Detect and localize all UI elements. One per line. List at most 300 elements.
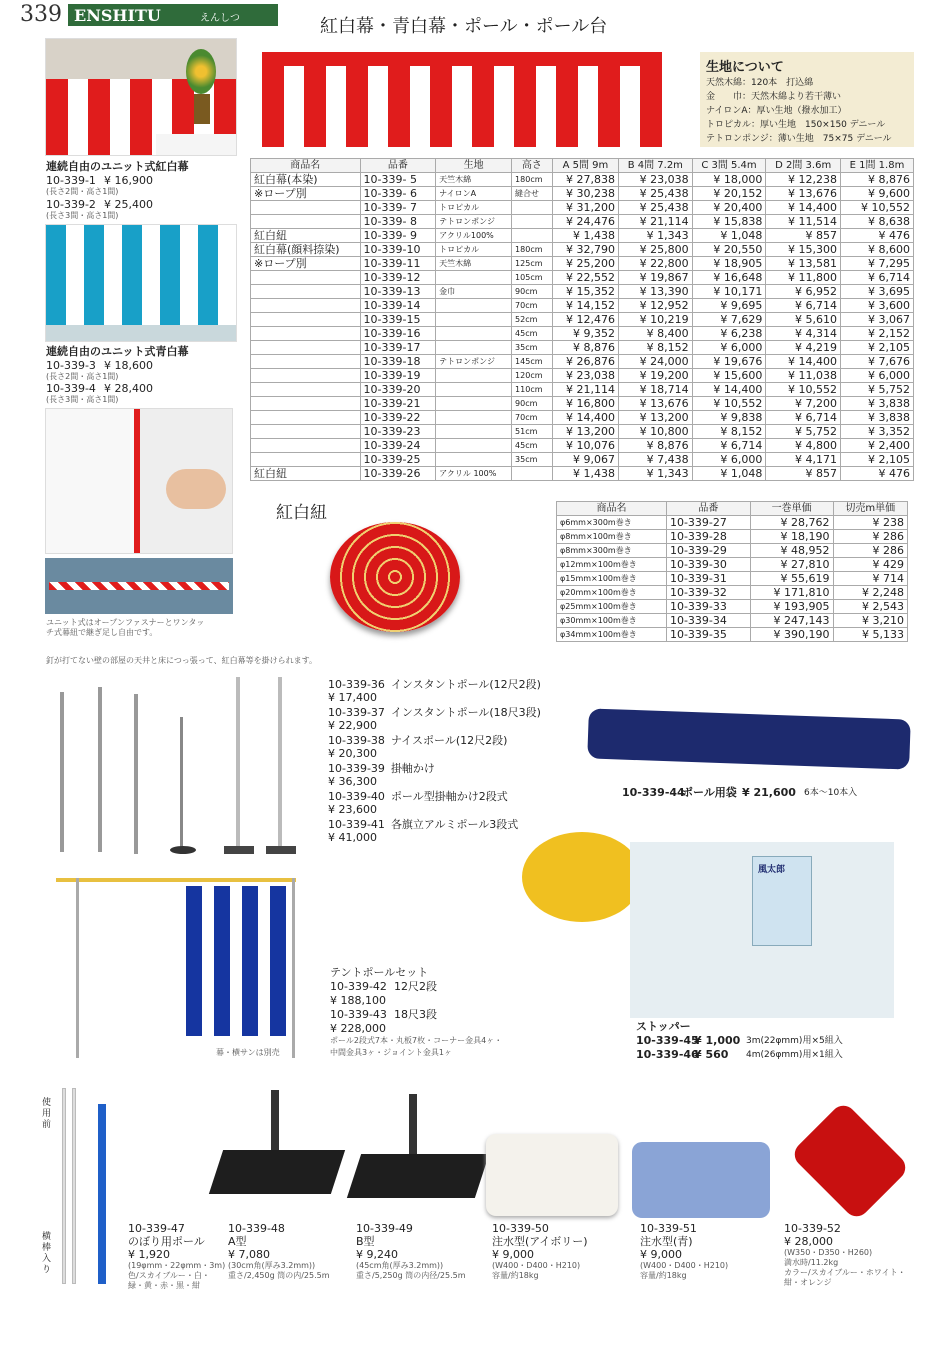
product-name: A型: [228, 1235, 247, 1248]
page-number: 339: [20, 2, 62, 27]
table-cell: ¥ 247,143: [750, 614, 833, 628]
table-cell: トロピカル: [436, 201, 512, 215]
table-cell: ¥ 10,219: [619, 313, 693, 327]
table-cell: ¥ 6,000: [692, 453, 766, 467]
table-cell: ¥ 25,438: [619, 201, 693, 215]
table-cell: [512, 215, 553, 229]
table-cell: 10-339-26: [360, 467, 436, 481]
table-cell: ¥ 27,838: [552, 173, 618, 187]
table-row: [251, 341, 914, 355]
table-cell: 105cm: [512, 271, 553, 285]
pole-after-label: 横棒入り: [42, 1232, 52, 1275]
table-cell: 10-339- 7: [360, 201, 436, 215]
table-cell: ¥ 857: [766, 229, 841, 243]
table-cell: ¥ 12,476: [552, 313, 618, 327]
table-cell: ¥ 8,600: [840, 243, 913, 257]
product-note: 色/スカイブルー・白・: [128, 1271, 210, 1280]
table-cell: ¥ 2,105: [840, 341, 913, 355]
product-price: ¥ 28,000: [784, 1235, 833, 1248]
table-cell: 180cm: [512, 173, 553, 187]
table-cell: ¥ 7,295: [840, 257, 913, 271]
fabric-note-line: 天然木綿：120本 打込綿: [706, 78, 814, 88]
table-cell: ¥ 13,676: [619, 397, 693, 411]
table-cell: ¥ 22,800: [619, 257, 693, 271]
table-cell: 10-339-16: [360, 327, 436, 341]
col-header: E 1間 1.8m: [840, 159, 913, 173]
table-cell: ¥ 14,400: [766, 355, 841, 369]
table-row: [251, 173, 914, 187]
fabric-note-line: ナイロンA：厚い生地（撥水加工）: [706, 106, 847, 116]
table-cell: [436, 313, 512, 327]
table-cell: ¥ 9,600: [840, 187, 913, 201]
table-cell: 52cm: [512, 313, 553, 327]
table-cell: ※ロープ別: [251, 257, 361, 271]
table-cell: ¥ 8,876: [552, 341, 618, 355]
table-cell: テトロンポンジ: [436, 215, 512, 229]
product-note: 6本～10本入: [804, 788, 858, 798]
table-cell: [512, 229, 553, 243]
table-cell: ¥ 14,400: [692, 383, 766, 397]
bottom-product: [228, 1222, 330, 1281]
table-cell: [436, 299, 512, 313]
table-cell: ¥ 8,876: [619, 439, 693, 453]
table-row: [557, 628, 908, 642]
table-cell: 10-339-11: [360, 257, 436, 271]
table-cell: φ30mm×100m巻き: [557, 614, 667, 628]
table-cell: ¥ 14,400: [766, 201, 841, 215]
product-price: ¥ 18,600: [104, 359, 153, 372]
table-cell: 10-339-18: [360, 355, 436, 369]
table-cell: ¥ 10,171: [692, 285, 766, 299]
product-code: 10-339-48: [228, 1222, 285, 1235]
table-row: [251, 229, 914, 243]
table-cell: 10-339-25: [360, 453, 436, 467]
table-cell: [436, 453, 512, 467]
table-cell: 145cm: [512, 355, 553, 369]
table-cell: ¥ 6,714: [840, 271, 913, 285]
product-code: 10-339-41: [328, 818, 385, 831]
red-white-curtain-photo: [45, 38, 237, 156]
table-cell: 天竺木綿: [436, 257, 512, 271]
table-cell: [251, 313, 361, 327]
table-cell: ¥ 6,952: [766, 285, 841, 299]
table-cell: ¥ 8,152: [619, 341, 693, 355]
table-cell: アクリル100%: [436, 229, 512, 243]
table-cell: ¥ 286: [833, 530, 908, 544]
product-name: 連続自由のユニット式紅白幕: [46, 160, 189, 173]
bottom-product: [784, 1222, 906, 1288]
table-cell: ¥ 19,200: [619, 369, 693, 383]
table-cell: ¥ 9,352: [552, 327, 618, 341]
col-header: 高さ: [512, 159, 553, 173]
table-cell: φ15mm×100m巻き: [557, 572, 667, 586]
pole-bag-photo: [587, 708, 911, 769]
product-code: 10-339-37: [328, 706, 385, 719]
table-cell: [251, 285, 361, 299]
product-name: 18尺3段: [394, 1008, 437, 1021]
table-cell: 70cm: [512, 411, 553, 425]
stopper-title: ストッパー: [636, 1020, 691, 1033]
table-cell: ナイロンA: [436, 187, 512, 201]
table-cell: [436, 271, 512, 285]
table-cell: [251, 369, 361, 383]
product-price: ¥ 16,900: [104, 174, 153, 187]
table-cell: ¥ 13,676: [766, 187, 841, 201]
table-cell: 10-339-32: [666, 586, 750, 600]
table-cell: 10-339-33: [666, 600, 750, 614]
table-cell: ¥ 6,238: [692, 327, 766, 341]
table-cell: ¥ 6,714: [692, 439, 766, 453]
product-price: ¥ 228,000: [330, 1022, 386, 1035]
table-cell: ¥ 1,438: [552, 229, 618, 243]
product-code: 10-339-44: [622, 786, 685, 799]
table-cell: 10-339-31: [666, 572, 750, 586]
product-name: 注水型(アイボリー): [492, 1235, 588, 1248]
table-cell: 10-339- 9: [360, 229, 436, 243]
table-cell: ¥ 15,352: [552, 285, 618, 299]
table-cell: ¥ 26,876: [552, 355, 618, 369]
product-spec: (30cm角(厚み3.2mm)): [228, 1261, 316, 1270]
cord-price-table: [556, 501, 908, 642]
table-cell: ¥ 5,133: [833, 628, 908, 642]
product-code: 10-339-49: [356, 1222, 413, 1235]
table-cell: φ6mm×300m巻き: [557, 516, 667, 530]
stand-b-photo: [354, 1094, 482, 1198]
product-note2: 緑・黄・赤・黒・紺: [128, 1281, 200, 1290]
product-note: 重さ/5,250g 筒の内径/25.5m: [356, 1271, 466, 1280]
table-cell: ¥ 19,867: [619, 271, 693, 285]
table-cell: ¥ 18,905: [692, 257, 766, 271]
pole-item: [328, 762, 541, 775]
table-cell: テトロンポンジ: [436, 355, 512, 369]
table-row: [251, 215, 914, 229]
product-name: ポール用袋: [682, 786, 737, 799]
table-cell: ¥ 171,810: [750, 586, 833, 600]
table-cell: [251, 341, 361, 355]
table-row: [251, 397, 914, 411]
table-cell: ¥ 5,752: [840, 383, 913, 397]
product-code: 10-339-46: [636, 1048, 699, 1061]
table-cell: ¥ 18,714: [619, 383, 693, 397]
table-cell: ¥ 11,038: [766, 369, 841, 383]
table-cell: 紅白紐: [251, 467, 361, 481]
product-note: 重さ/2,450g 筒の内/25.5m: [228, 1271, 330, 1280]
col-header: 商品名: [251, 159, 361, 173]
product-code: 10-339-1: [46, 174, 96, 187]
col-header: 品番: [666, 502, 750, 516]
table-cell: φ8mm×100m巻き: [557, 530, 667, 544]
unit-note: ユニット式はオープンファスナーとワンタッチ式幕紐で継ぎ足し自由です。: [46, 618, 205, 637]
table-cell: ¥ 8,152: [692, 425, 766, 439]
pole-item: [328, 734, 541, 747]
table-cell: 10-339-34: [666, 614, 750, 628]
product-code: 10-339-47: [128, 1222, 185, 1235]
product-note: 3m(22φmm)用×5組入: [746, 1036, 843, 1046]
table-cell: ¥ 238: [833, 516, 908, 530]
table-cell: 10-339-28: [666, 530, 750, 544]
table-cell: ¥ 6,000: [840, 369, 913, 383]
product-price: ¥ 28,400: [104, 382, 153, 395]
product-name: B型: [356, 1235, 375, 1248]
product-price: ¥ 7,080: [228, 1248, 270, 1261]
tent-title: テントポールセット: [330, 966, 429, 979]
product-code: 10-339-52: [784, 1222, 841, 1235]
table-cell: 金巾: [436, 285, 512, 299]
banner-pole-photo: [58, 1088, 118, 1284]
table-cell: ¥ 24,000: [619, 355, 693, 369]
table-row: [557, 614, 908, 628]
table-cell: 紅白幕(本染): [251, 173, 361, 187]
table-cell: 35cm: [512, 453, 553, 467]
col-header: 商品名: [557, 502, 667, 516]
product-code: 10-339-42: [330, 980, 387, 993]
table-cell: ¥ 22,552: [552, 271, 618, 285]
table-cell: ¥ 857: [766, 467, 841, 481]
table-cell: ¥ 1,343: [619, 229, 693, 243]
table-cell: ¥ 5,610: [766, 313, 841, 327]
table-row: [251, 467, 914, 481]
table-cell: 10-339-30: [666, 558, 750, 572]
table-row: [557, 530, 908, 544]
table-cell: 10-339-13: [360, 285, 436, 299]
table-cell: ¥ 15,838: [692, 215, 766, 229]
table-cell: 10-339-15: [360, 313, 436, 327]
table-cell: ¥ 429: [833, 558, 908, 572]
table-cell: ¥ 8,638: [840, 215, 913, 229]
table-cell: 10-339- 6: [360, 187, 436, 201]
product-name: ナイスポール(12尺2段): [390, 734, 508, 747]
table-cell: 10-339-14: [360, 299, 436, 313]
pole-item: [328, 818, 541, 831]
product-spec: (W350・D350・H260): [784, 1248, 873, 1257]
table-cell: ¥ 23,038: [619, 173, 693, 187]
table-cell: アクリル 100%: [436, 467, 512, 481]
product-price: ¥ 22,900: [328, 719, 377, 732]
table-cell: ¥ 19,676: [692, 355, 766, 369]
table-cell: ¥ 7,676: [840, 355, 913, 369]
table-cell: ¥ 21,114: [552, 383, 618, 397]
product-size: (長さ2間・高さ1間): [46, 187, 119, 196]
table-cell: ¥ 16,648: [692, 271, 766, 285]
table-header-row: [251, 159, 914, 173]
table-cell: ¥ 4,219: [766, 341, 841, 355]
product-name: ポール型掛軸かけ2段式: [390, 790, 508, 803]
table-row: [251, 313, 914, 327]
product-name: 掛軸かけ: [390, 762, 435, 775]
table-cell: φ8mm×300m巻き: [557, 544, 667, 558]
table-cell: ¥ 3,210: [833, 614, 908, 628]
table-cell: 110cm: [512, 383, 553, 397]
table-row: [557, 516, 908, 530]
table-row: [251, 369, 914, 383]
table-cell: ¥ 14,400: [552, 411, 618, 425]
table-cell: ¥ 18,190: [750, 530, 833, 544]
table-cell: 縫合せ: [512, 187, 553, 201]
table-cell: ¥ 8,400: [619, 327, 693, 341]
stopper-photo: [522, 832, 894, 1018]
table-header-row: [557, 502, 908, 516]
product-code: 10-339-39: [328, 762, 385, 775]
table-row: [251, 187, 914, 201]
table-cell: ¥ 11,514: [766, 215, 841, 229]
table-cell: [436, 369, 512, 383]
col-header: B 4間 7.2m: [619, 159, 693, 173]
table-cell: 51cm: [512, 425, 553, 439]
table-row: [251, 453, 914, 467]
table-cell: 10-339-20: [360, 383, 436, 397]
table-cell: [251, 271, 361, 285]
table-cell: ¥ 25,438: [619, 187, 693, 201]
table-cell: ¥ 1,343: [619, 467, 693, 481]
product-code: 10-339-36: [328, 678, 385, 691]
table-cell: ¥ 18,000: [692, 173, 766, 187]
table-cell: 45cm: [512, 439, 553, 453]
product-code: 10-339-40: [328, 790, 385, 803]
table-cell: ¥ 25,200: [552, 257, 618, 271]
table-cell: [512, 201, 553, 215]
table-row: [251, 299, 914, 313]
table-row: [557, 586, 908, 600]
table-row: [251, 327, 914, 341]
table-cell: 45cm: [512, 327, 553, 341]
curtain-price-table: [250, 158, 914, 481]
table-cell: ¥ 1,048: [692, 467, 766, 481]
table-cell: ¥ 4,171: [766, 453, 841, 467]
table-cell: [436, 397, 512, 411]
table-cell: ¥ 11,800: [766, 271, 841, 285]
table-cell: [251, 327, 361, 341]
pack-label: 風太郎: [758, 865, 786, 875]
table-cell: ¥ 193,905: [750, 600, 833, 614]
table-cell: [251, 453, 361, 467]
col-header: 品番: [360, 159, 436, 173]
table-cell: ¥ 10,552: [840, 201, 913, 215]
table-row: [251, 257, 914, 271]
table-cell: 10-339-35: [666, 628, 750, 642]
table-cell: 10-339-17: [360, 341, 436, 355]
table-cell: ¥ 714: [833, 572, 908, 586]
table-cell: [436, 425, 512, 439]
table-cell: ¥ 9,695: [692, 299, 766, 313]
bottom-product: [356, 1222, 466, 1281]
bottom-product: [492, 1222, 588, 1281]
cord-title: 紅白紐: [276, 503, 327, 523]
table-cell: 10-339-10: [360, 243, 436, 257]
fabric-note-line: トロピカル：厚い生地 150×150 デニール: [706, 120, 886, 130]
product-price: ¥ 1,920: [128, 1248, 170, 1261]
table-cell: 10-339-23: [360, 425, 436, 439]
table-row: [251, 243, 914, 257]
product-code: 10-339-45: [636, 1034, 699, 1047]
table-cell: ¥ 2,152: [840, 327, 913, 341]
tent-pole-photo: [46, 866, 306, 1062]
table-cell: [436, 383, 512, 397]
table-cell: 天竺木綿: [436, 173, 512, 187]
product-note3: 紺・オレンジ: [784, 1278, 832, 1287]
table-row: [251, 439, 914, 453]
table-cell: [251, 215, 361, 229]
fastener-photo: [45, 408, 233, 554]
product-price: ¥ 25,400: [104, 198, 153, 211]
pole-note: 釘が打てない壁の部屋の天井と床につっ張って、紅白幕等を掛けられます。: [46, 656, 317, 665]
product-name: 連続自由のユニット式青白幕: [46, 345, 189, 358]
pole-item: [328, 678, 541, 691]
product-note: 4m(26φmm)用×1組入: [746, 1050, 843, 1060]
product-note: 満水時/11.2kg: [784, 1258, 839, 1267]
table-cell: 10-339-24: [360, 439, 436, 453]
table-cell: ¥ 4,314: [766, 327, 841, 341]
table-cell: ¥ 2,400: [840, 439, 913, 453]
table-cell: ¥ 9,838: [692, 411, 766, 425]
table-cell: 10-339- 5: [360, 173, 436, 187]
table-cell: φ34mm×100m巻き: [557, 628, 667, 642]
table-cell: ¥ 1,048: [692, 229, 766, 243]
table-cell: ¥ 15,300: [766, 243, 841, 257]
table-cell: ¥ 48,952: [750, 544, 833, 558]
product-name: インスタントポール(18尺3段): [390, 706, 541, 719]
table-row: [251, 411, 914, 425]
table-cell: ¥ 10,076: [552, 439, 618, 453]
table-cell: ¥ 2,543: [833, 600, 908, 614]
product-code: 10-339-38: [328, 734, 385, 747]
table-cell: 10-339-12: [360, 271, 436, 285]
table-cell: 10-339-21: [360, 397, 436, 411]
table-cell: [251, 299, 361, 313]
table-cell: ¥ 28,762: [750, 516, 833, 530]
product-note: 容量/約18kg: [492, 1271, 539, 1280]
table-cell: ¥ 15,600: [692, 369, 766, 383]
table-cell: ¥ 7,438: [619, 453, 693, 467]
bottom-product: [128, 1222, 225, 1291]
water-stand-red-photo: [789, 1100, 910, 1221]
table-row: [251, 355, 914, 369]
table-cell: ¥ 13,390: [619, 285, 693, 299]
product-price: ¥ 41,000: [328, 831, 377, 844]
table-cell: ¥ 3,838: [840, 397, 913, 411]
table-cell: ¥ 9,067: [552, 453, 618, 467]
col-header: A 5間 9m: [552, 159, 618, 173]
product-name: インスタントポール(12尺2段): [390, 678, 541, 691]
table-cell: ¥ 3,600: [840, 299, 913, 313]
product-spec: (19φmm・22φmm・3m): [128, 1261, 226, 1270]
table-cell: [251, 383, 361, 397]
table-cell: [436, 439, 512, 453]
product-size: (長さ3間・高さ1間): [46, 395, 119, 404]
table-cell: 35cm: [512, 341, 553, 355]
poles-photo: [48, 672, 300, 858]
bottom-product: [640, 1222, 728, 1281]
table-cell: ¥ 476: [840, 229, 913, 243]
product-price: ¥ 17,400: [328, 691, 377, 704]
table-cell: ¥ 10,552: [766, 383, 841, 397]
brand-kana: えんしつ: [200, 13, 240, 24]
table-cell: ¥ 21,114: [619, 215, 693, 229]
table-cell: ¥ 20,550: [692, 243, 766, 257]
table-cell: ¥ 20,400: [692, 201, 766, 215]
product-size: (長さ2間・高さ1間): [46, 372, 119, 381]
stand-a-photo: [216, 1090, 338, 1194]
product-spec: (W400・D400・H210): [640, 1261, 729, 1270]
product-name: のぼり用ポール: [128, 1235, 205, 1248]
table-cell: [436, 327, 512, 341]
table-cell: 180cm: [512, 243, 553, 257]
fabric-note-heading: 生地について: [706, 60, 784, 75]
table-cell: 10-339-22: [360, 411, 436, 425]
table-cell: ¥ 6,714: [766, 411, 841, 425]
table-cell: ¥ 14,152: [552, 299, 618, 313]
table-cell: ¥ 3,838: [840, 411, 913, 425]
table-cell: ¥ 20,152: [692, 187, 766, 201]
